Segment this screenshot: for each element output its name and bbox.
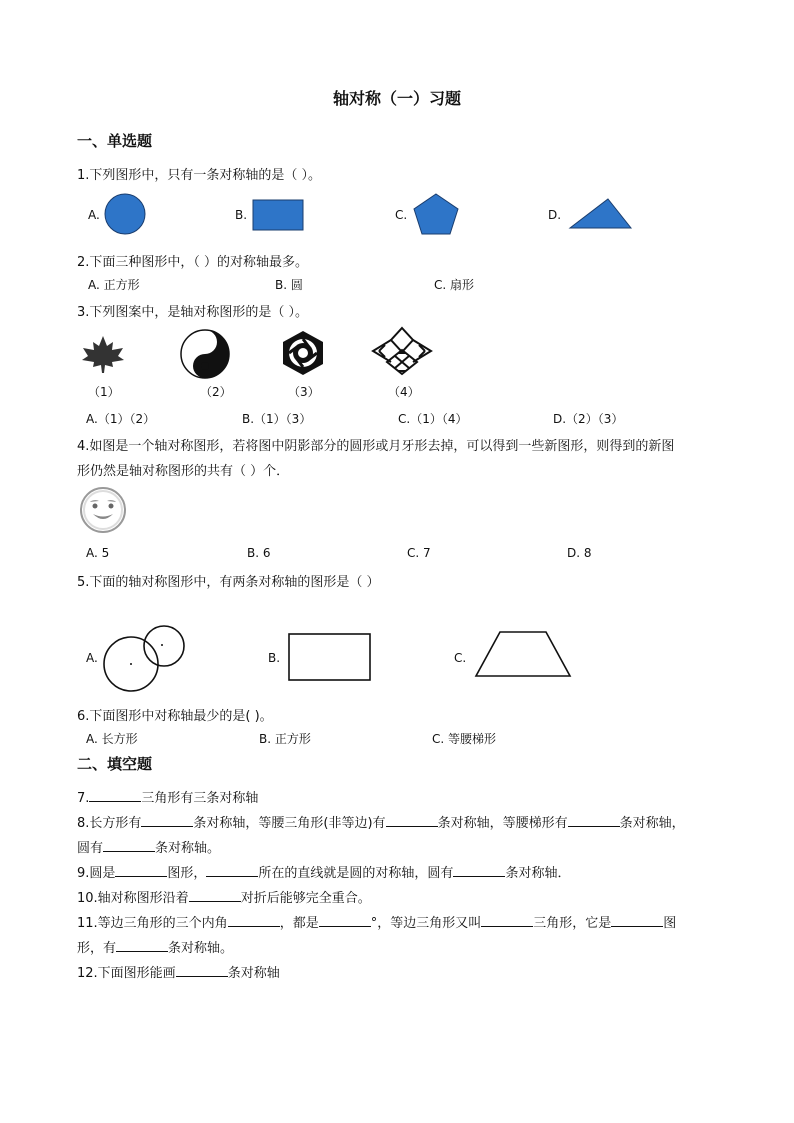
q11-text-3: °，等边三角形又叫 — [370, 916, 482, 931]
q5-option-a: A. — [86, 651, 98, 665]
rectangle-figure — [288, 633, 372, 681]
q1-option-b: B. — [235, 208, 248, 222]
q2-option-a: A. 正方形 — [88, 278, 140, 292]
answer-blank[interactable] — [206, 864, 258, 877]
q11-text-7: 条对称轴。 — [168, 941, 234, 956]
question-1: 1.下列图形中，只有一条对称轴的是（ ）。 — [77, 168, 322, 183]
yin-yang-figure — [180, 329, 230, 379]
question-11-continued — [77, 937, 233, 956]
answer-blank[interactable] — [189, 889, 241, 902]
q9-text-2: 图形， — [167, 866, 207, 881]
q11-text-6: 形，有 — [77, 941, 117, 956]
q3-option-b: B.（1）（3） — [242, 412, 312, 426]
answer-blank[interactable] — [568, 814, 620, 827]
q3-caption-1: （1） — [88, 385, 120, 399]
q3-caption-3: （3） — [288, 385, 320, 399]
q3-option-a: A.（1）（2） — [86, 412, 156, 426]
question-2: 2.下面三种图形中，（ ）的对称轴最多。 — [77, 255, 309, 270]
q8-text-1: 8.长方形有 — [77, 816, 142, 831]
q9-text-3: 所在的直线就是圆的对称轴，圆有 — [258, 866, 454, 881]
answer-blank[interactable] — [386, 814, 438, 827]
q9-text-1: 9.圆是 — [77, 866, 116, 881]
trapezoid-figure — [474, 631, 572, 678]
q1-circle-shape — [104, 193, 146, 235]
answer-blank[interactable] — [319, 914, 371, 927]
smiley-face-figure — [79, 486, 127, 534]
question-8-continued — [77, 837, 220, 856]
page-title: 轴对称（一）习题 — [332, 89, 461, 108]
answer-blank[interactable] — [141, 814, 193, 827]
question-10 — [77, 887, 371, 906]
question-11 — [77, 912, 676, 931]
question-7 — [77, 787, 258, 806]
q1-option-a: A. — [88, 208, 100, 222]
question-4-line-1: 4.如图是一个轴对称图形，若将图中阴影部分的圆形或月牙形去掉，可以得到一些新图形，则得到的新图 — [77, 439, 675, 454]
q11-text-1: 11.等边三角形的三个内角 — [77, 916, 228, 931]
q4-option-b: B. 6 — [247, 546, 271, 560]
q4-option-d: D. 8 — [567, 546, 592, 560]
section-heading-single-choice: 一、单选题 — [77, 132, 153, 150]
q8-text-5: 圆有 — [77, 841, 104, 856]
q11-text-4: 三角形，它是 — [533, 916, 612, 931]
q11-text-5: 图 — [663, 916, 677, 931]
q10-text-1: 10.轴对称图形沿着 — [77, 891, 189, 906]
answer-blank[interactable] — [116, 939, 168, 952]
q3-caption-4: （4） — [388, 385, 420, 399]
q10-text-2: 对折后能够完全重合。 — [240, 891, 371, 906]
answer-blank[interactable] — [481, 914, 533, 927]
q12-text-1: 12.下面图形能画 — [77, 966, 176, 981]
question-8 — [77, 812, 685, 831]
q7-text: 三角形有三条对称轴 — [141, 791, 259, 806]
q4-option-a: A. 5 — [86, 546, 110, 560]
q8-text-3: 条对称轴，等腰梯形有 — [437, 816, 568, 831]
question-4-line-2: 形仍然是轴对称图形的共有（ ）个． — [77, 464, 290, 479]
q9-text-4: 条对称轴． — [505, 866, 571, 881]
question-3: 3.下列图案中，是轴对称图形的是（ ）。 — [77, 305, 309, 320]
q7-prefix: 7. — [77, 791, 90, 806]
question-12 — [77, 962, 280, 981]
q11-text-2: ，都是 — [279, 916, 319, 931]
hexagon-flower-figure — [279, 330, 327, 376]
answer-blank[interactable] — [228, 914, 280, 927]
q6-option-b: B. 正方形 — [259, 732, 311, 746]
q1-pentagon-shape — [413, 193, 459, 235]
q3-caption-2: （2） — [200, 385, 232, 399]
q2-option-c: C. 扇形 — [434, 278, 475, 292]
q8-text-4: 条对称轴， — [619, 816, 685, 831]
q2-option-b: B. 圆 — [275, 278, 303, 292]
q12-text-2: 条对称轴 — [227, 966, 280, 981]
q3-option-d: D.（2）（3） — [553, 412, 624, 426]
q1-option-c: C. — [395, 208, 408, 222]
section-heading-fill-in: 二、填空题 — [77, 755, 153, 773]
knot-pattern-figure — [369, 326, 435, 376]
q8-text-2: 条对称轴，等腰三角形(非等边)有 — [193, 816, 386, 831]
two-circles-figure — [102, 625, 186, 693]
q3-option-c: C.（1）（4） — [398, 412, 468, 426]
question-9 — [77, 862, 570, 881]
question-6: 6.下面图形中对称轴最少的是( )。 — [77, 709, 273, 724]
q6-option-c: C. 等腰梯形 — [432, 732, 497, 746]
q5-option-b: B. — [268, 651, 281, 665]
answer-blank[interactable] — [103, 839, 155, 852]
q1-triangle-shape — [568, 197, 632, 231]
answer-blank[interactable] — [89, 789, 141, 802]
q1-rectangle-shape — [252, 199, 304, 231]
answer-blank[interactable] — [453, 864, 505, 877]
q5-option-c: C. — [454, 651, 467, 665]
answer-blank[interactable] — [611, 914, 663, 927]
answer-blank[interactable] — [176, 964, 228, 977]
answer-blank[interactable] — [115, 864, 167, 877]
q4-option-c: C. 7 — [407, 546, 431, 560]
q1-option-d: D. — [548, 208, 562, 222]
question-5: 5.下面的轴对称图形中，有两条对称轴的图形是（ ） — [77, 575, 380, 590]
q6-option-a: A. 长方形 — [86, 732, 138, 746]
maple-leaf-figure — [80, 334, 126, 374]
q8-text-6: 条对称轴。 — [155, 841, 221, 856]
